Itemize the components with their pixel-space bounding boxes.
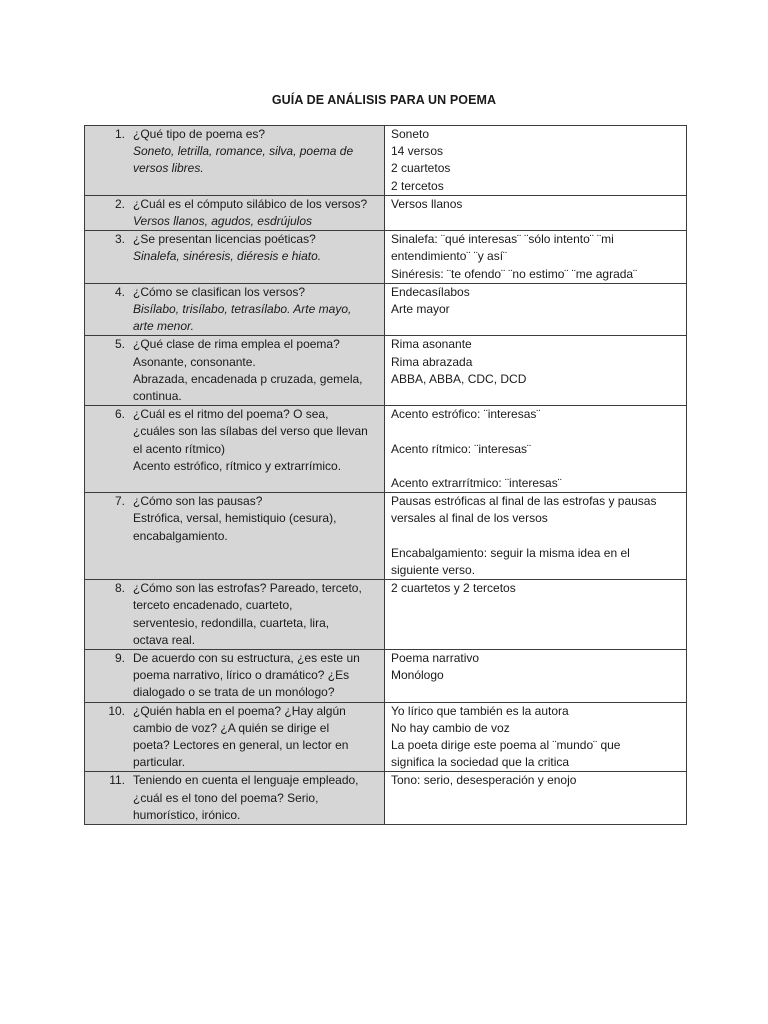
- question-number: 4.: [114, 284, 125, 299]
- question-body: [133, 493, 380, 545]
- question-text: terceto encadenado, cuarteto,: [133, 598, 293, 613]
- question-number: 11.: [109, 773, 125, 788]
- question-item: [91, 772, 380, 824]
- table-row: [85, 702, 687, 772]
- question-item: [91, 650, 380, 702]
- question-text: ¿cuál es el tono del poema? Serio,: [133, 790, 319, 805]
- question-item: [91, 493, 380, 545]
- question-item: [91, 231, 380, 265]
- answer-cell: [385, 772, 687, 825]
- question-text: serventesio, redondilla, cuarteta, lira,: [133, 615, 330, 630]
- answer-text: Pausas estróficas al final de las estrofas y pausas: [391, 494, 657, 509]
- question-number: 1.: [114, 127, 125, 141]
- analysis-guide-table: [84, 125, 687, 825]
- question-text: ¿Cuál es el ritmo del poema? O sea,: [133, 407, 329, 422]
- question-text: ¿Cómo se clasifican los versos?: [133, 284, 306, 299]
- question-text: ¿Qué tipo de poema es?: [133, 127, 266, 141]
- question-number: 6.: [114, 407, 125, 422]
- answer-text: Acento extrarrítmico: ¨interesas¨: [391, 476, 562, 491]
- question-cell: [85, 336, 385, 406]
- question-text: dialogado o se trata de un monólogo?: [133, 685, 335, 700]
- table-row: [85, 406, 687, 493]
- question-body: [133, 650, 380, 702]
- question-text: ¿Cómo son las estrofas? Pareado, terceto,: [133, 581, 362, 596]
- answer-text: Yo lírico que también es la autora: [391, 703, 569, 718]
- answer-text: 2 cuartetos y 2 tercetos: [391, 581, 516, 596]
- answer-text: Soneto: [391, 127, 430, 141]
- answer-cell: [385, 195, 687, 230]
- answer-cell: [385, 702, 687, 772]
- answer-text: Sinéresis: ¨te ofendo¨ ¨no estimo¨ ¨me agrada¨: [391, 266, 638, 281]
- question-text: Asonante, consonante.: [133, 354, 256, 369]
- question-text: cambio de voz? ¿A quién se dirige el: [133, 720, 330, 735]
- answer-text: [391, 528, 682, 545]
- question-cell: [85, 283, 385, 336]
- answer-cell: [385, 336, 687, 406]
- answer-text: Rima asonante: [391, 337, 472, 352]
- question-text: Acento estrófico, rítmico y extrarrímico.: [133, 458, 342, 473]
- table-row: [85, 283, 687, 336]
- answer-text: Arte mayor: [391, 302, 450, 317]
- answer-text: significa la sociedad que la critica: [391, 755, 570, 770]
- question-item: [91, 284, 380, 336]
- answer-cell: [385, 650, 687, 703]
- answer-text: No hay cambio de voz: [391, 720, 510, 735]
- question-text: Abrazada, encadenada p cruzada, gemela,: [133, 371, 363, 386]
- question-cell: [85, 702, 385, 772]
- question-body: [133, 284, 380, 336]
- question-item: [91, 580, 380, 649]
- answer-cell: [385, 493, 687, 580]
- table-row: [85, 126, 687, 196]
- question-number: 3.: [114, 232, 125, 247]
- question-hint: versos libres.: [133, 161, 204, 176]
- question-text: ¿Qué clase de rima emplea el poema?: [133, 337, 340, 352]
- question-item: [91, 703, 380, 772]
- question-hint: Sinalefa, sinéresis, diéresis e hiato.: [133, 249, 322, 264]
- question-text: Estrófica, versal, hemistiquio (cesura),: [133, 511, 337, 526]
- question-text: el acento rítmico): [133, 441, 226, 456]
- question-text: particular.: [133, 755, 186, 770]
- question-hint: Versos llanos, agudos, esdrújulos: [133, 214, 312, 229]
- answer-text: entendimiento¨ ¨y así¨: [391, 249, 508, 264]
- question-item: [91, 406, 380, 475]
- table-row: [85, 336, 687, 406]
- question-hint: Soneto, letrilla, romance, silva, poema de: [133, 144, 354, 159]
- answer-text: [391, 423, 682, 440]
- answer-text: versales al final de los versos: [391, 511, 548, 526]
- answer-text: [391, 458, 682, 475]
- question-body: [133, 703, 380, 772]
- answer-text: Acento estrófico: ¨interesas¨: [391, 407, 541, 422]
- question-body: [133, 231, 380, 265]
- question-text: octava real.: [133, 632, 196, 647]
- question-number: 5.: [114, 337, 125, 352]
- answer-text: Encabalgamiento: seguir la misma idea en el: [391, 545, 630, 560]
- answer-text: 2 tercetos: [391, 178, 444, 193]
- table-row: [85, 493, 687, 580]
- answer-text: Endecasílabos: [391, 284, 470, 299]
- question-text: De acuerdo con su estructura, ¿es este un: [133, 651, 360, 666]
- answer-text: Versos llanos: [391, 196, 463, 211]
- answer-text: siguiente verso.: [391, 563, 476, 578]
- table-row: [85, 650, 687, 703]
- question-number: 2.: [114, 196, 125, 211]
- answer-text: ABBA, ABBA, CDC, DCD: [391, 371, 527, 386]
- answer-text: 14 versos: [391, 144, 444, 159]
- answer-text: Rima abrazada: [391, 354, 473, 369]
- question-body: [133, 772, 380, 824]
- question-text: ¿Cómo son las pausas?: [133, 494, 263, 509]
- table-row: [85, 580, 687, 650]
- question-body: [133, 336, 380, 405]
- question-hint: arte menor.: [133, 319, 194, 334]
- question-text: Teniendo en cuenta el lenguaje empleado,: [133, 773, 359, 788]
- answer-cell: [385, 406, 687, 493]
- question-text: ¿Se presentan licencias poéticas?: [133, 232, 316, 247]
- question-number: 9.: [114, 651, 125, 666]
- question-cell: [85, 493, 385, 580]
- question-text: poeta? Lectores en general, un lector en: [133, 738, 349, 753]
- question-item: [91, 196, 380, 230]
- answer-cell: [385, 580, 687, 650]
- answer-text: 2 cuartetos: [391, 161, 451, 176]
- answer-text: Tono: serio, desesperación y enojo: [391, 773, 577, 788]
- question-number: 7.: [114, 494, 125, 509]
- question-number: 10.: [108, 703, 125, 718]
- question-item: [91, 126, 380, 178]
- question-text: poema narrativo, lírico o dramático? ¿Es: [133, 668, 350, 683]
- question-text: encabalgamiento.: [133, 528, 228, 543]
- question-text: ¿Cuál es el cómputo silábico de los versos?: [133, 196, 368, 211]
- table-row: [85, 195, 687, 230]
- answer-text: Acento rítmico: ¨interesas¨: [391, 441, 532, 456]
- answer-cell: [385, 231, 687, 284]
- answer-cell: [385, 283, 687, 336]
- answer-cell: [385, 126, 687, 196]
- question-cell: [85, 772, 385, 825]
- question-cell: [85, 580, 385, 650]
- question-number: 8.: [114, 581, 125, 596]
- answer-text: Poema narrativo: [391, 651, 480, 666]
- question-body: [133, 580, 380, 649]
- question-cell: [85, 195, 385, 230]
- guide-table-body: [85, 126, 687, 825]
- page-title: GUÍA DE ANÁLISIS PARA UN POEMA: [271, 93, 497, 107]
- answer-text: Monólogo: [391, 668, 444, 683]
- answer-text: La poeta dirige este poema al ¨mundo¨ que: [391, 738, 621, 753]
- question-text: ¿Quién habla en el poema? ¿Hay algún: [133, 703, 346, 718]
- question-body: [133, 406, 380, 475]
- question-hint: Bisílabo, trisílabo, tetrasílabo. Arte mayo,: [133, 302, 352, 317]
- answer-text: Sinalefa: ¨qué interesas¨ ¨sólo intento¨ ¨mi: [391, 232, 614, 247]
- table-row: [85, 772, 687, 825]
- table-row: [85, 231, 687, 284]
- question-body: [133, 196, 380, 230]
- question-cell: [85, 650, 385, 703]
- question-item: [91, 336, 380, 405]
- question-cell: [85, 231, 385, 284]
- question-cell: [85, 126, 385, 196]
- question-body: [133, 126, 380, 178]
- question-cell: [85, 406, 385, 493]
- question-text: continua.: [133, 389, 182, 404]
- question-text: ¿cuáles son las sílabas del verso que llevan: [133, 424, 368, 439]
- question-text: humorístico, irónico.: [133, 807, 241, 822]
